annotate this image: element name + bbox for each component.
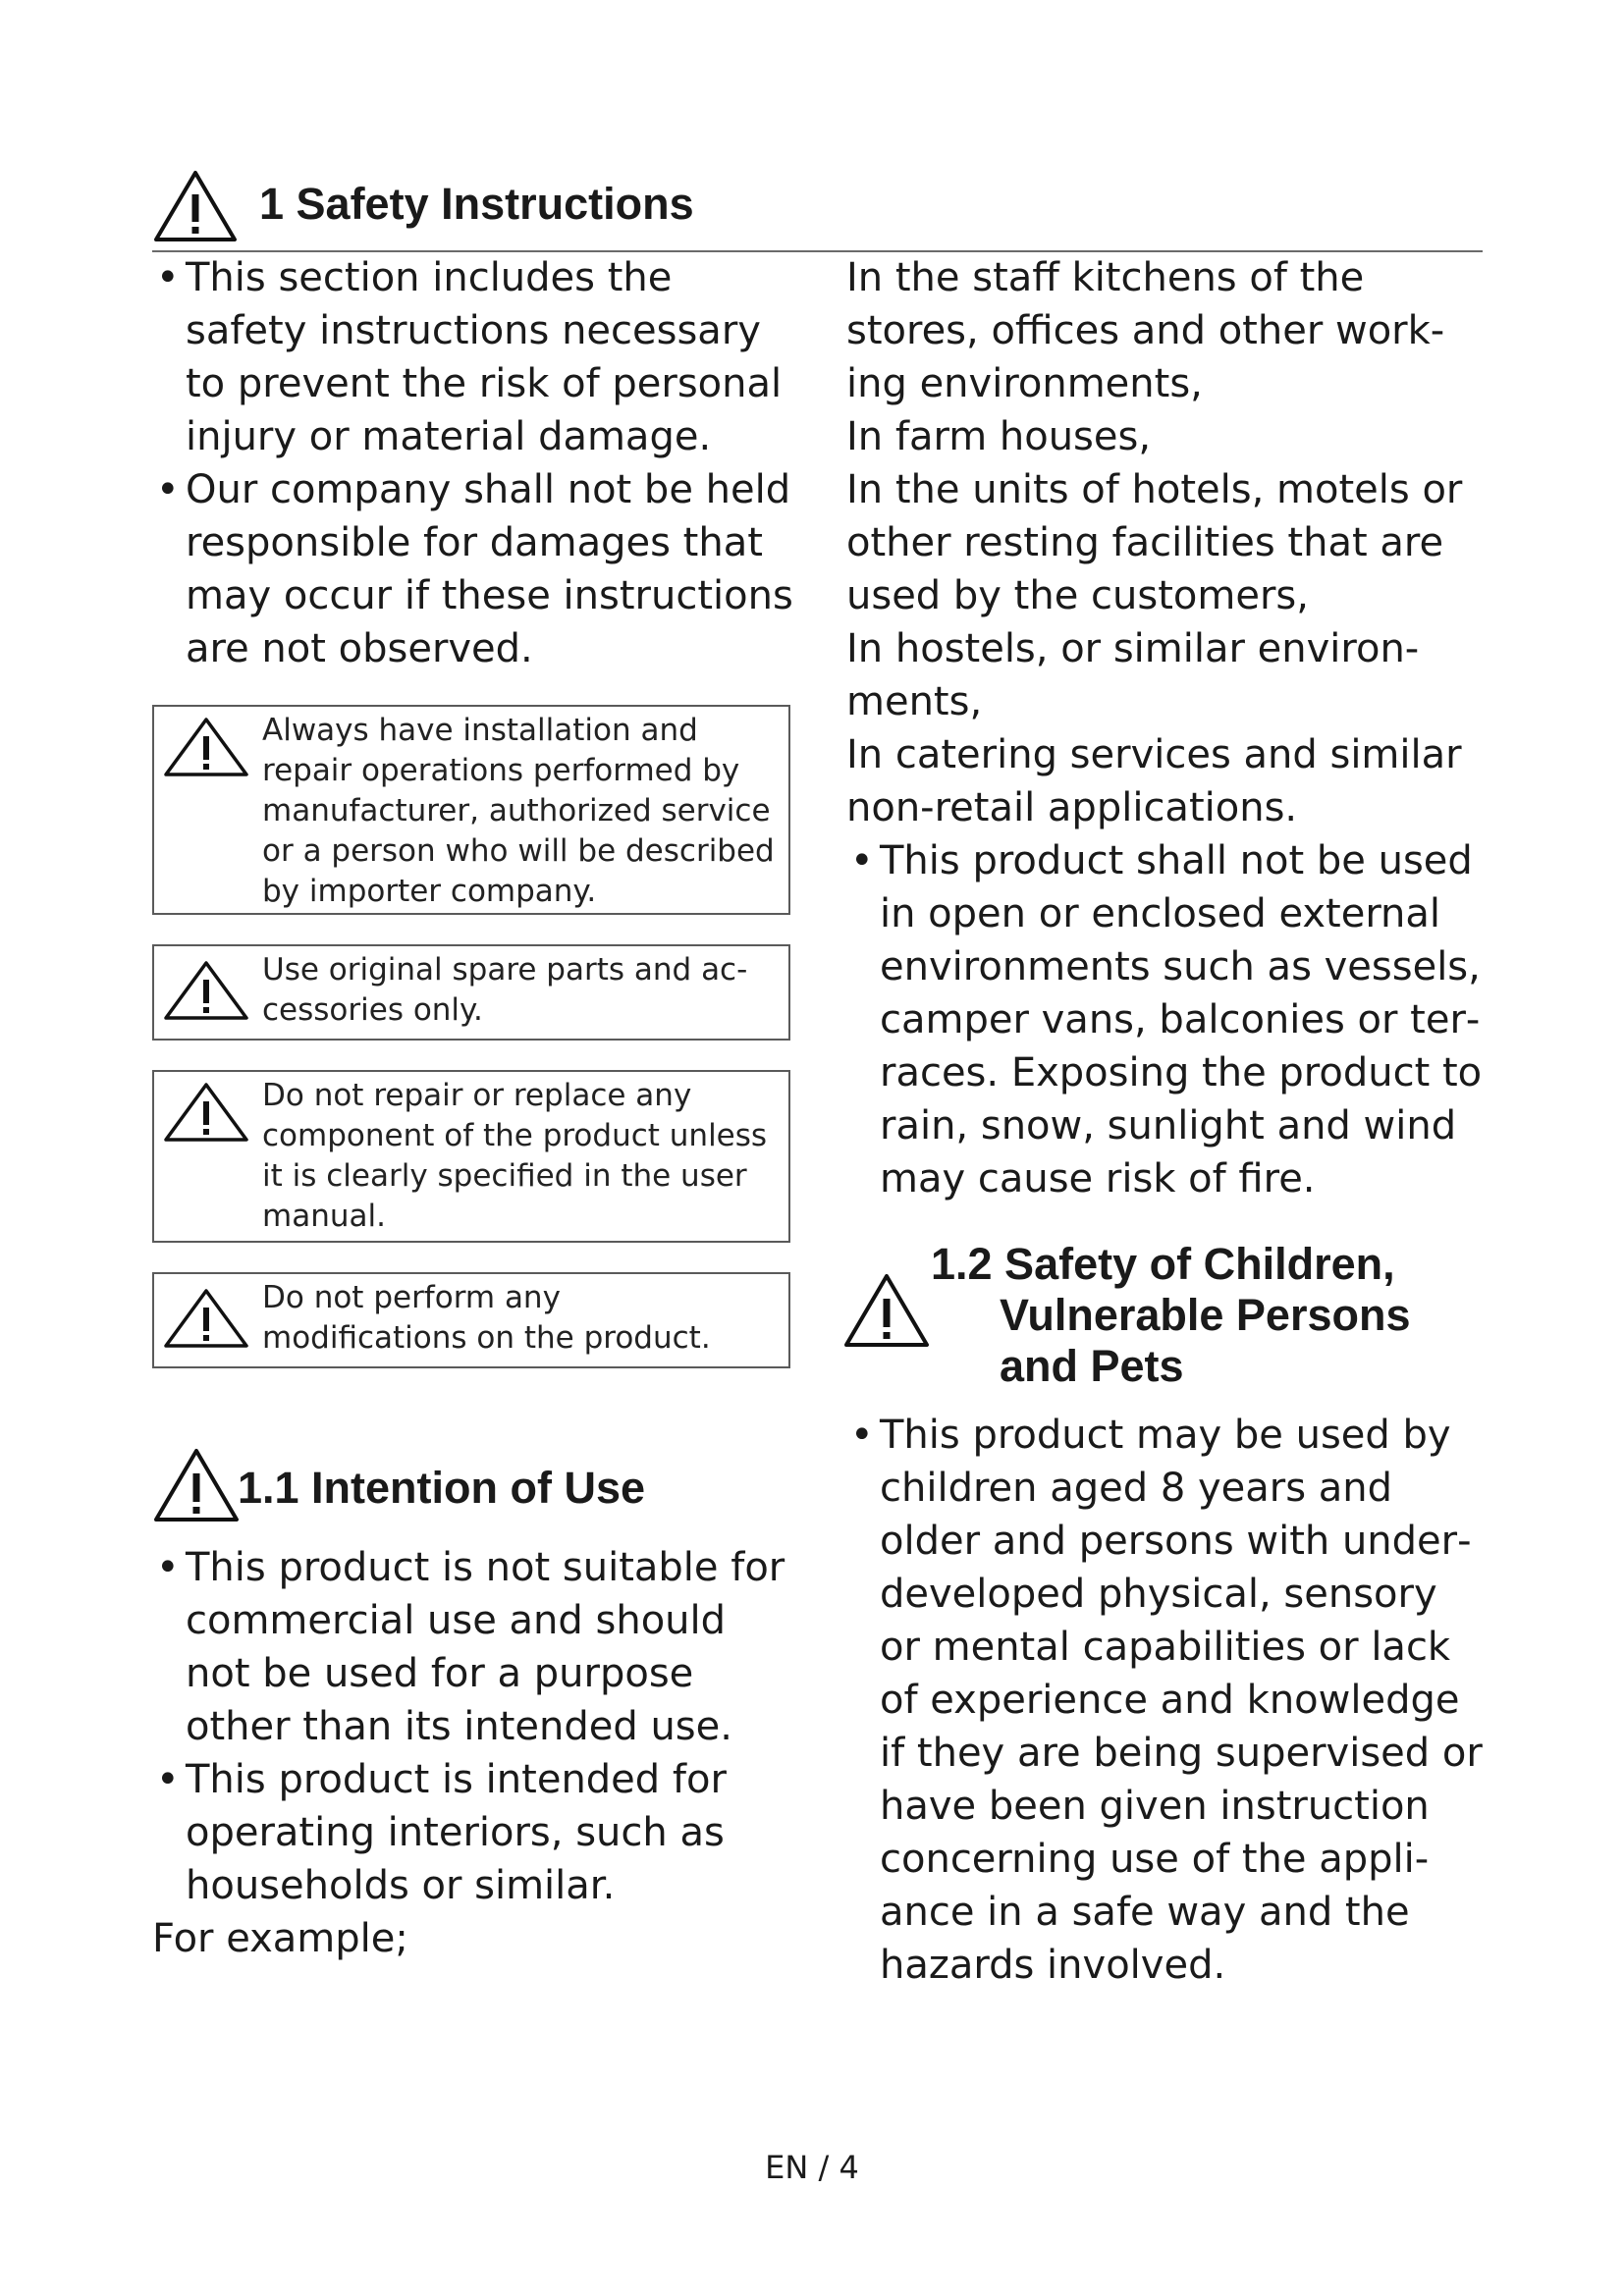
list-item: In the staff kitchens of the stores, offices and other working environments,	[846, 255, 1445, 406]
list-item: • Our company shall not be held responsible for damages that may occur if these instructions are not observed.	[152, 463, 800, 675]
warning-icon	[162, 1082, 250, 1141]
list-item: • This product shall not be used in open or enclosed external environments such as vessels, camper vans, balconies or terraces. Exposing the product to rain, snow, sunlight and wind may cause risk of fire.	[846, 834, 1489, 1205]
list-item: In catering services and similar non-retail applications.	[846, 732, 1462, 830]
warning-box-installation	[152, 705, 790, 915]
list-item: In farm houses,	[846, 414, 1152, 459]
warning-icon	[162, 960, 250, 1019]
list-item: • This product may be used by children aged 8 years and older and persons with underdeveloped physical, sensory or mental capabilities or lack of experience and knowledge if they are being supervised or have been given instruction concerning use of the appliance in a safe way and the hazards involved.	[846, 1409, 1489, 1992]
section12-title-line1: 1.2 Safety of Children,	[931, 1239, 1395, 1289]
section12-title-line2: Vulnerable Persons	[1000, 1290, 1411, 1340]
example-label: For example;	[152, 1916, 408, 1961]
list-item: • This section includes the safety instructions necessary to prevent the risk of personal injury or material damage.	[152, 251, 800, 463]
section11-bullet-list	[152, 1541, 800, 1965]
section12-bullet-list	[846, 1409, 1489, 1992]
list-item: • This product is intended for operating interiors, such as households or similar.	[152, 1753, 800, 1912]
warning-text: Do not repair or replace any component of the product unless it is clearly specified in the user manual.	[262, 1078, 768, 1234]
section1-warning-icon	[152, 169, 239, 243]
warning-box-spare-parts	[152, 944, 790, 1041]
section12-title-line3: and Pets	[1000, 1341, 1184, 1391]
warning-text: Use original spare parts and accessories only.	[262, 952, 748, 1028]
examples-list	[846, 251, 1489, 1205]
warning-icon	[162, 1288, 250, 1347]
section1-title: 1 Safety Instructions	[259, 179, 694, 229]
section12-warning-icon	[842, 1272, 931, 1349]
warning-icon	[162, 717, 250, 775]
warning-text: Always have installation and repair operations performed by manufacturer, authorized service or a person who will be described by importer company.	[262, 713, 775, 909]
section12-title	[931, 1239, 1481, 1392]
section1-bullet-list	[152, 251, 800, 675]
warning-box-modifications	[152, 1272, 790, 1368]
list-item: • This product is not suitable for commercial use and should not be used for a purpose other than its intended use.	[152, 1541, 800, 1753]
list-item: In the units of hotels, motels or other resting facilities that are used by the customers,	[846, 467, 1463, 618]
warning-box-repair	[152, 1070, 790, 1243]
section11-title: 1.1 Intention of Use	[238, 1463, 646, 1513]
page-number: EN / 4	[765, 2149, 859, 2186]
list-item: In hostels, or similar environments,	[846, 626, 1420, 724]
warning-text: Do not perform any modifications on the product.	[262, 1280, 711, 1356]
section11-warning-icon	[152, 1447, 241, 1523]
